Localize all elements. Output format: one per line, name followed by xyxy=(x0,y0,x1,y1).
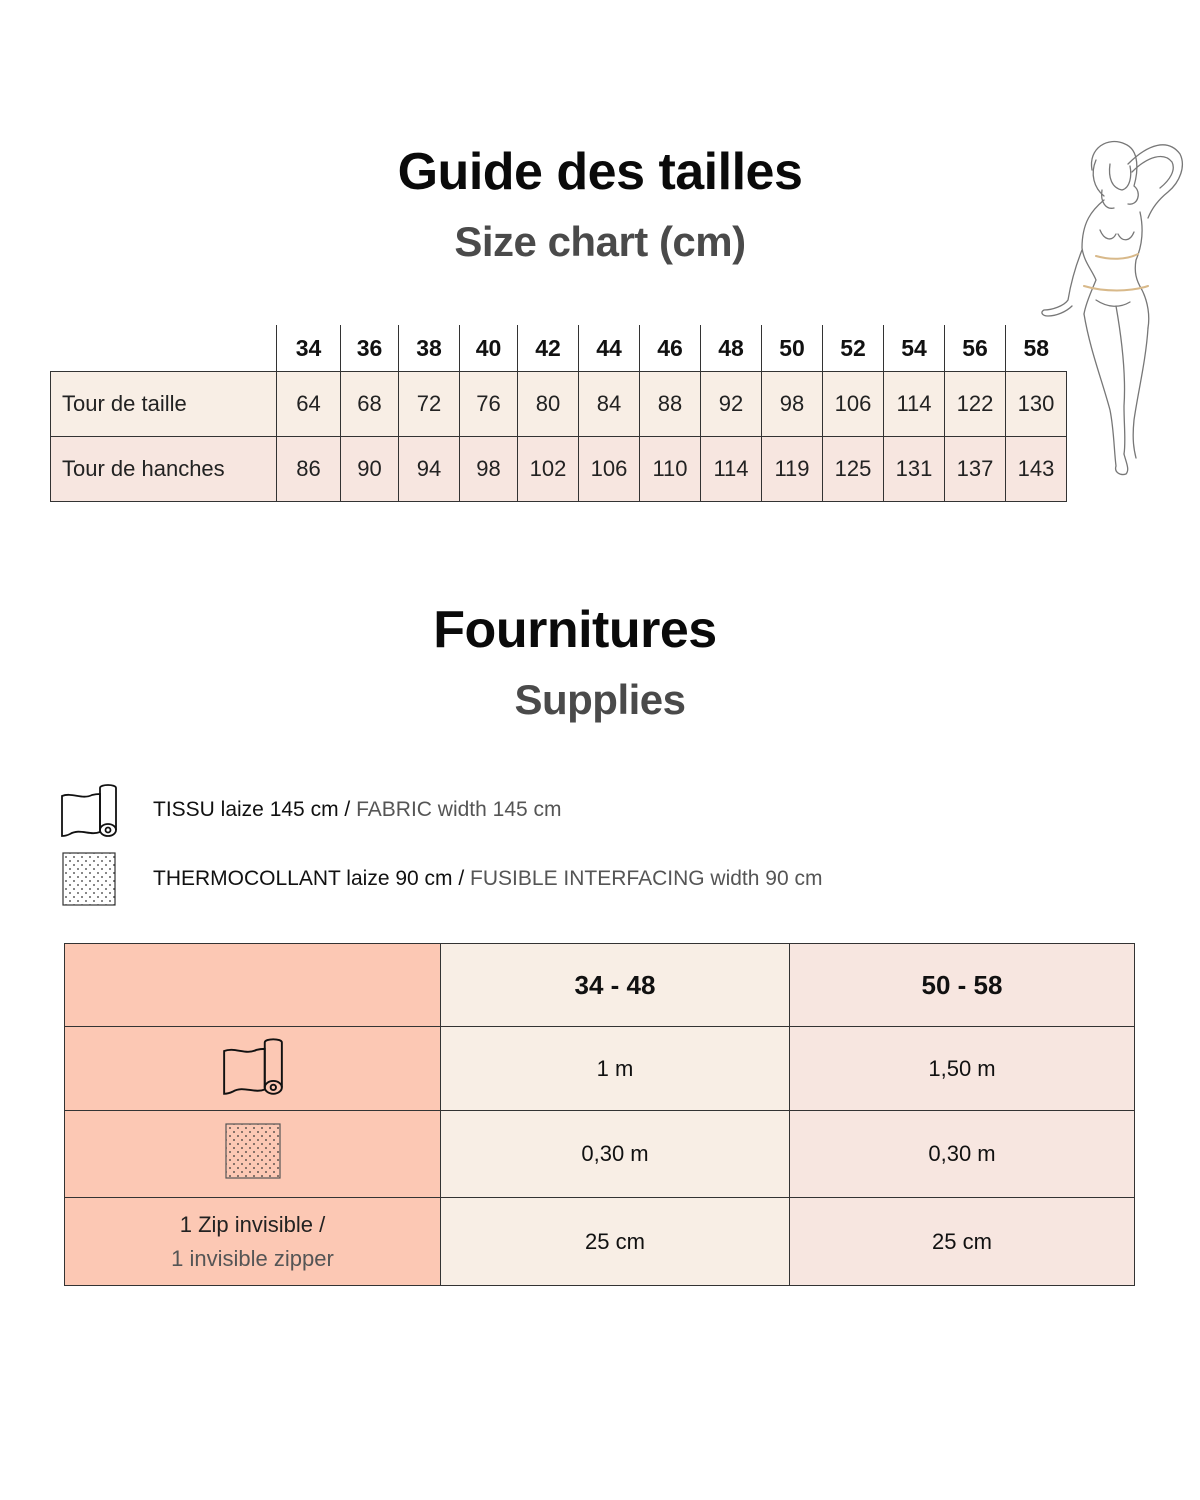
supply-fr: TISSU laize 145 cm xyxy=(153,798,339,821)
torso-right xyxy=(1135,212,1149,328)
size-header: 44 xyxy=(579,325,640,372)
table-cell: 72 xyxy=(399,372,460,437)
raised-arm-inner xyxy=(1132,157,1173,188)
table-cell: 106 xyxy=(823,372,884,437)
hips-row xyxy=(51,437,1067,502)
size-header: 48 xyxy=(701,325,762,372)
table-cell: 80 xyxy=(518,372,579,437)
supplies-table xyxy=(64,943,1135,1286)
size-header: 58 xyxy=(1006,325,1067,372)
supply-amount: 1 m xyxy=(441,1027,790,1111)
table-cell: 137 xyxy=(945,437,1006,502)
supplies-header-row xyxy=(65,944,1135,1027)
size-header-row xyxy=(51,325,1067,372)
table-cell: 106 xyxy=(579,437,640,502)
size-header: 54 xyxy=(884,325,945,372)
table-cell: 88 xyxy=(640,372,701,437)
size-header: 52 xyxy=(823,325,884,372)
table-cell: 119 xyxy=(762,437,823,502)
table-cell: 114 xyxy=(884,372,945,437)
table-cell: 64 xyxy=(277,372,341,437)
size-header: 40 xyxy=(460,325,518,372)
size-header-corner xyxy=(51,325,277,372)
table-cell: 98 xyxy=(460,437,518,502)
table-cell: 92 xyxy=(701,372,762,437)
table-cell: 102 xyxy=(518,437,579,502)
supply-text xyxy=(153,867,822,891)
size-header: 46 xyxy=(640,325,701,372)
supply-sep: / xyxy=(452,867,471,890)
size-range-header: 50 - 58 xyxy=(790,944,1135,1027)
table-cell: 68 xyxy=(341,372,399,437)
table-cell: 125 xyxy=(823,437,884,502)
table-cell: 130 xyxy=(1006,372,1067,437)
supply-en: FABRIC width 145 cm xyxy=(356,798,562,821)
zipper-label-en: 1 invisible zipper xyxy=(171,1245,334,1271)
fabric-roll-icon xyxy=(60,782,118,838)
size-header: 56 xyxy=(945,325,1006,372)
supplies-subtitle: Supplies xyxy=(514,676,686,723)
lowered-arm xyxy=(1042,250,1082,316)
table-cell: 131 xyxy=(884,437,945,502)
size-guide-title: Guide des tailles xyxy=(397,143,803,201)
supply-fr: THERMOCOLLANT laize 90 cm xyxy=(153,867,453,890)
table-cell: 110 xyxy=(640,437,701,502)
supply-line-interfacing xyxy=(60,851,823,907)
size-chart-table xyxy=(50,325,1067,502)
waist-row xyxy=(51,372,1067,437)
supplies-title: Fournitures xyxy=(433,601,717,659)
table-cell: 86 xyxy=(277,437,341,502)
inner-leg xyxy=(1116,306,1125,454)
interfacing-dots-icon xyxy=(65,1111,441,1198)
table-cell: 122 xyxy=(945,372,1006,437)
supply-amount: 25 cm xyxy=(790,1198,1135,1286)
pelvis xyxy=(1096,300,1130,306)
supply-amount: 1,50 m xyxy=(790,1027,1135,1111)
size-header: 36 xyxy=(341,325,399,372)
supply-line-fabric xyxy=(60,782,562,838)
supply-amount: 0,30 m xyxy=(441,1111,790,1198)
table-cell: 76 xyxy=(460,372,518,437)
face xyxy=(1110,164,1131,190)
row-label: Tour de taille xyxy=(51,372,277,437)
zipper-label-fr: 1 Zip invisible / xyxy=(179,1211,326,1237)
size-header: 42 xyxy=(518,325,579,372)
waist-marker xyxy=(1096,254,1138,259)
right-leg xyxy=(1133,328,1148,458)
interfacing-dots-icon xyxy=(60,851,118,907)
supply-amount: 25 cm xyxy=(441,1198,790,1286)
table-cell: 114 xyxy=(701,437,762,502)
size-chart-subtitle: Size chart (cm) xyxy=(454,218,746,265)
size-header: 50 xyxy=(762,325,823,372)
fabric-roll-icon xyxy=(65,1027,441,1111)
table-cell: 90 xyxy=(341,437,399,502)
chest xyxy=(1100,230,1134,240)
interfacing-row xyxy=(65,1111,1135,1198)
supplies-header-corner xyxy=(65,944,441,1027)
row-label: Tour de hanches xyxy=(51,437,277,502)
size-header: 38 xyxy=(399,325,460,372)
supply-sep: / xyxy=(338,798,357,821)
size-header: 34 xyxy=(277,325,341,372)
supply-en: FUSIBLE INTERFACING width 90 cm xyxy=(470,867,823,890)
table-cell: 84 xyxy=(579,372,640,437)
table-cell: 143 xyxy=(1006,437,1067,502)
body-measurement-illustration xyxy=(1030,130,1200,485)
supply-text xyxy=(153,798,562,822)
zipper-label xyxy=(65,1198,441,1286)
table-cell: 94 xyxy=(399,437,460,502)
fabric-row xyxy=(65,1027,1135,1111)
size-range-header: 34 - 48 xyxy=(441,944,790,1027)
raised-arm xyxy=(1128,145,1182,218)
table-cell: 98 xyxy=(762,372,823,437)
zipper-row xyxy=(65,1198,1135,1286)
supply-amount: 0,30 m xyxy=(790,1111,1135,1198)
